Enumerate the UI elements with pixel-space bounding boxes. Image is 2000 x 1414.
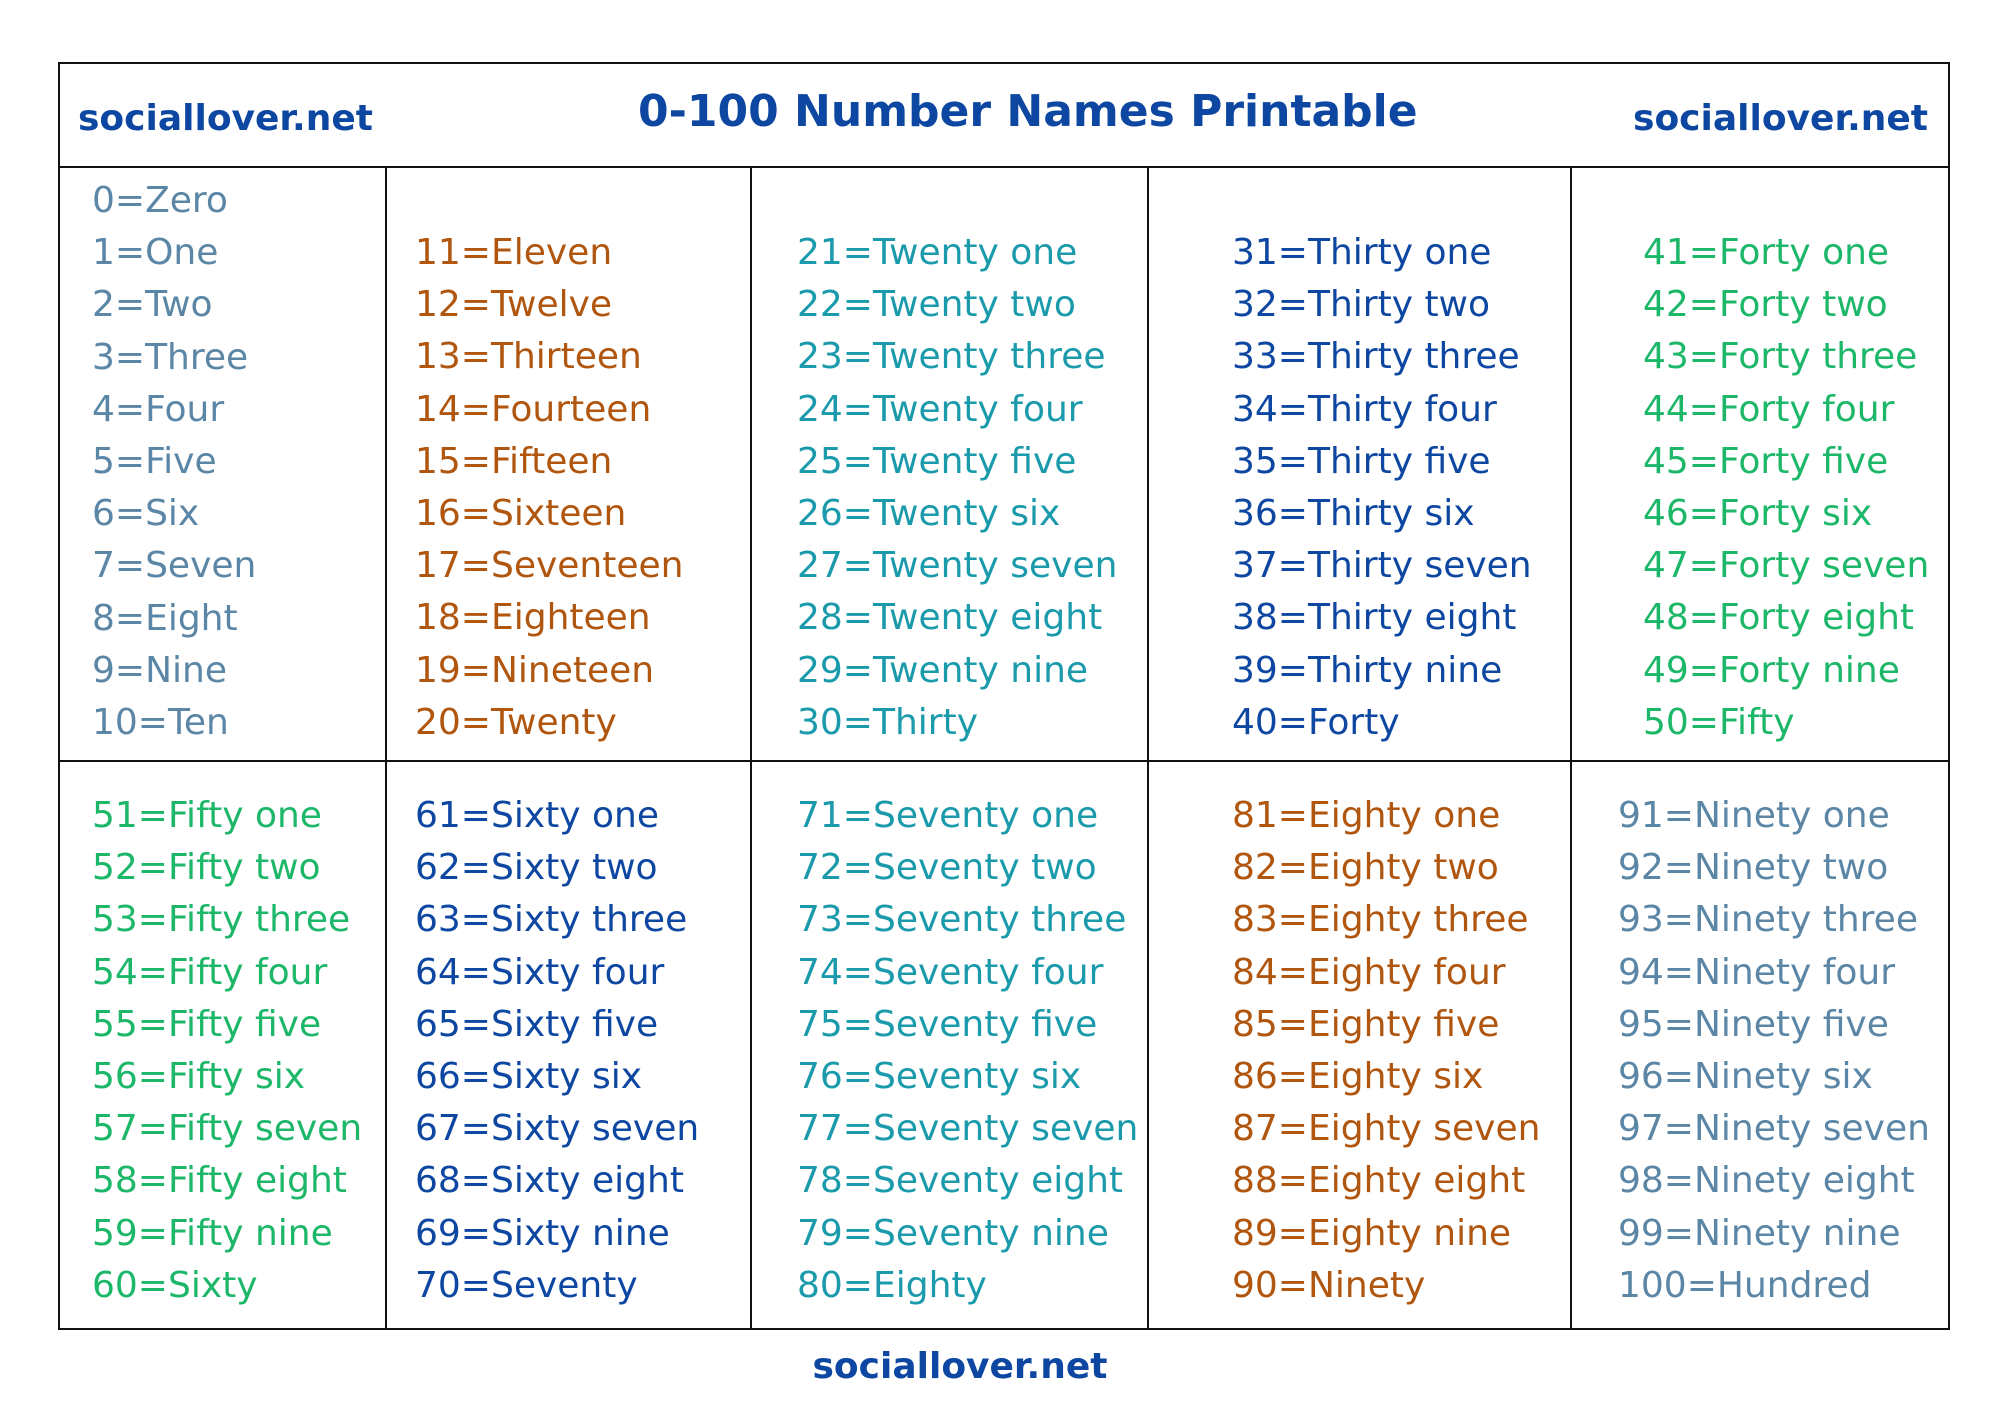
number-name-item: 7=Seven [92, 545, 257, 587]
number-name-item: 35=Thirty five [1232, 440, 1491, 482]
number-name-item: 82=Eighty two [1232, 847, 1499, 889]
number-name-item: 74=Seventy four [797, 951, 1104, 993]
number-name-item: 39=Thirty nine [1232, 649, 1503, 691]
number-name-item: 100=Hundred [1618, 1264, 1872, 1306]
number-name-item: 88=Eighty eight [1232, 1160, 1526, 1202]
number-name-item: 91=Ninety one [1618, 795, 1890, 836]
number-name-item: 57=Fifty seven [92, 1108, 363, 1150]
number-name-item: 61=Sixty one [415, 795, 659, 836]
number-name-item: 60=Sixty [92, 1264, 258, 1306]
number-name-item: 64=Sixty four [415, 951, 665, 993]
cell-71-80 [797, 790, 1138, 1312]
number-name-item: 38=Thirty eight [1232, 597, 1517, 639]
number-name-item: 10=Ten [92, 701, 229, 743]
number-name-item: 40=Forty [1232, 701, 1400, 743]
column-divider [750, 168, 752, 1330]
number-name-item: 93=Ninety three [1618, 899, 1918, 941]
number-name-item: 71=Seventy one [797, 795, 1099, 836]
number-name-item: 22=Twenty two [797, 284, 1076, 326]
number-name-item: 8=Eight [92, 597, 238, 639]
number-name-item: 44=Forty four [1643, 388, 1895, 430]
number-name-item: 58=Fifty eight [92, 1160, 347, 1202]
number-name-item: 46=Forty six [1643, 492, 1873, 534]
number-name-item: 62=Sixty two [415, 847, 658, 889]
number-name-item: 0=Zero [92, 180, 228, 221]
number-name-item: 73=Seventy three [797, 899, 1127, 941]
number-name-item: 67=Sixty seven [415, 1108, 700, 1150]
number-name-item: 28=Twenty eight [797, 597, 1103, 639]
number-name-item: 56=Fifty six [92, 1055, 306, 1097]
number-name-item: 87=Eighty seven [1232, 1108, 1541, 1150]
site-name-left: sociallover.net [78, 98, 373, 139]
number-name-item: 76=Seventy six [797, 1055, 1082, 1097]
number-name-item: 69=Sixty nine [415, 1212, 670, 1254]
number-name-item: 63=Sixty three [415, 899, 688, 941]
cell-31-40 [1232, 227, 1532, 749]
number-name-item: 11=Eleven [415, 232, 613, 273]
number-name-item: 65=Sixty five [415, 1003, 659, 1045]
number-name-item: 29=Twenty nine [797, 649, 1089, 691]
cell-41-50 [1643, 227, 1929, 749]
number-name-item: 12=Twelve [415, 284, 613, 326]
number-name-item: 15=Fifteen [415, 440, 613, 482]
number-name-item: 78=Seventy eight [797, 1160, 1124, 1202]
number-name-item: 16=Sixteen [415, 492, 627, 534]
number-name-item: 97=Ninety seven [1618, 1108, 1930, 1150]
number-name-item: 31=Thirty one [1232, 232, 1492, 273]
cell-51-60 [92, 790, 362, 1312]
number-name-item: 13=Thirteen [415, 336, 642, 378]
number-name-item: 68=Sixty eight [415, 1160, 684, 1202]
number-name-item: 30=Thirty [797, 701, 979, 743]
number-name-item: 89=Eighty nine [1232, 1212, 1512, 1254]
row-divider [58, 760, 1950, 762]
number-name-item: 18=Eighteen [415, 597, 651, 639]
number-name-item: 53=Fifty three [92, 899, 351, 941]
number-name-item: 99=Ninety nine [1618, 1212, 1901, 1254]
number-name-item: 94=Ninety four [1618, 951, 1896, 993]
column-divider [385, 168, 387, 1330]
number-name-item: 34=Thirty four [1232, 388, 1497, 430]
page-title: 0-100 Number Names Printable [638, 86, 1418, 137]
number-name-item: 43=Forty three [1643, 336, 1918, 378]
column-divider [1147, 168, 1149, 1330]
number-name-item: 9=Nine [92, 649, 227, 691]
number-name-item: 86=Eighty six [1232, 1055, 1484, 1097]
number-name-item: 54=Fifty four [92, 951, 328, 993]
cell-61-70 [415, 790, 699, 1312]
number-name-item: 70=Seventy [415, 1264, 638, 1306]
number-name-item: 83=Eighty three [1232, 899, 1529, 941]
number-name-item: 27=Twenty seven [797, 545, 1118, 587]
cell-81-90 [1232, 790, 1540, 1312]
header-row [58, 62, 1950, 168]
cell-11-20 [415, 227, 683, 749]
number-name-item: 2=Two [92, 284, 213, 326]
number-name-item: 49=Forty nine [1643, 649, 1900, 691]
number-name-item: 19=Nineteen [415, 649, 655, 691]
number-name-item: 51=Fifty one [92, 795, 322, 836]
number-name-item: 17=Seventeen [415, 545, 684, 587]
number-name-item: 4=Four [92, 388, 225, 430]
number-name-item: 48=Forty eight [1643, 597, 1915, 639]
number-name-item: 79=Seventy nine [797, 1212, 1109, 1254]
number-name-item: 1=One [92, 232, 219, 274]
number-name-item: 80=Eighty [797, 1264, 987, 1306]
number-name-item: 55=Fifty five [92, 1003, 322, 1045]
number-name-item: 84=Eighty four [1232, 951, 1506, 993]
column-divider [1570, 168, 1572, 1330]
number-name-item: 85=Eighty five [1232, 1003, 1500, 1045]
number-name-item: 21=Twenty one [797, 232, 1078, 273]
cell-0-10 [92, 175, 256, 749]
number-name-item: 95=Ninety five [1618, 1003, 1889, 1045]
number-name-item: 90=Ninety [1232, 1264, 1426, 1306]
number-name-item: 14=Fourteen [415, 388, 652, 430]
number-name-item: 75=Seventy five [797, 1003, 1098, 1045]
number-name-item: 33=Thirty three [1232, 336, 1520, 378]
number-name-item: 6=Six [92, 493, 200, 535]
number-name-item: 24=Twenty four [797, 388, 1083, 430]
number-name-item: 20=Twenty [415, 701, 617, 743]
number-name-item: 36=Thirty six [1232, 492, 1475, 534]
number-name-item: 5=Five [92, 440, 217, 482]
number-name-item: 26=Twenty six [797, 492, 1061, 534]
number-name-item: 52=Fifty two [92, 847, 321, 889]
number-name-item: 37=Thirty seven [1232, 545, 1532, 587]
number-name-item: 81=Eighty one [1232, 795, 1501, 836]
number-name-item: 96=Ninety six [1618, 1055, 1873, 1097]
site-name-right: sociallover.net [1633, 98, 1928, 139]
number-name-item: 50=Fifty [1643, 701, 1795, 743]
number-name-item: 41=Forty one [1643, 232, 1890, 273]
cell-91-100 [1618, 790, 1930, 1312]
number-name-item: 32=Thirty two [1232, 284, 1491, 326]
number-name-item: 23=Twenty three [797, 336, 1106, 378]
number-name-item: 25=Twenty five [797, 440, 1077, 482]
cell-21-30 [797, 227, 1117, 749]
number-name-item: 42=Forty two [1643, 284, 1888, 326]
number-name-item: 77=Seventy seven [797, 1108, 1139, 1150]
number-name-item: 92=Ninety two [1618, 847, 1889, 889]
footer-site-name: sociallover.net [812, 1346, 1108, 1387]
number-name-item: 45=Forty five [1643, 440, 1889, 482]
number-name-item: 59=Fifty nine [92, 1212, 333, 1254]
number-name-item: 98=Ninety eight [1618, 1160, 1915, 1202]
number-name-item: 66=Sixty six [415, 1055, 643, 1097]
number-name-item: 72=Seventy two [797, 847, 1097, 889]
number-name-item: 3=Three [92, 336, 249, 378]
number-name-item: 47=Forty seven [1643, 545, 1930, 587]
